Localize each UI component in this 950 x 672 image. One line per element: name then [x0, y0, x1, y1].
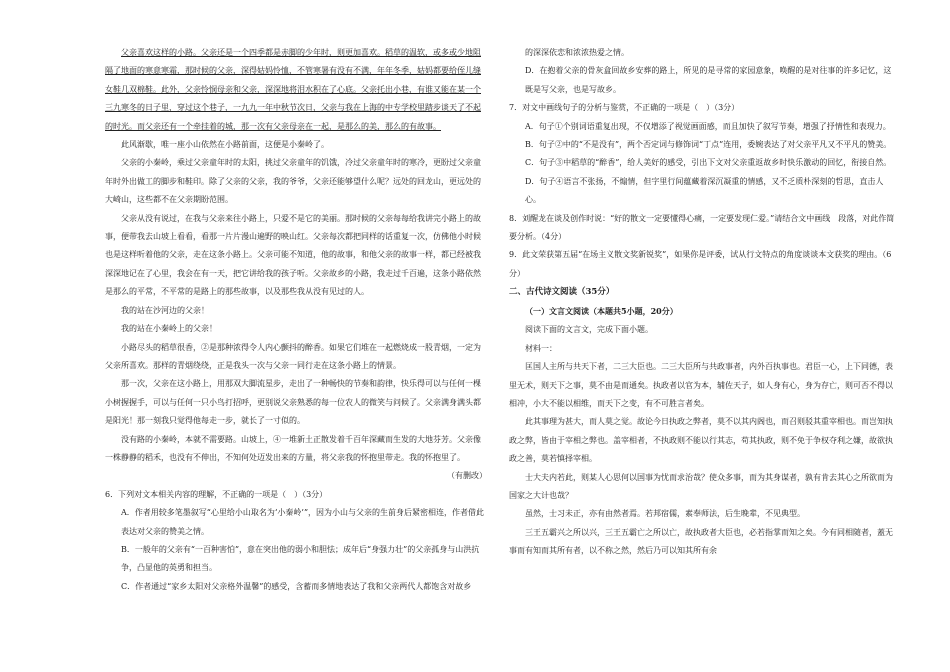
section-2-title: 二、古代诗文阅读（35分） [509, 287, 615, 298]
story-paragraph: 父亲从没有说过，在我与父亲来往小路上，只爱不是它的美丽。那时候的父亲每每给我讲完小路上的故事，便带我去山坡上看看，看那一片片漫山遍野的映山红。父亲每次都把同样的话重复一次，仿佛他小时候也是这样听着他的父亲，走在这条小路上。父亲可能不知道，他的故事，和他父亲的故事一样，都已经被我深深地记在了心里，我会在有一天，把它讲给我的孩子听。父亲故乡的小路，我走过千百遍，这条小路依然是那么的平常，不平常的是路上的那些故事，以及那些我从没有见过的人。 [105, 213, 481, 297]
classical-paragraph: 士大夫内若此，则某人心思何以国事为忧而求治哉？使众多事，而为其身谋者，孰有肯去其心之所欲而为国家之大计也哉？ [509, 472, 893, 500]
story-paragraph: 我的站在小秦岭上的父亲！ [121, 324, 217, 334]
source-note: （有删改） [447, 471, 487, 481]
left-column [105, 44, 487, 596]
story-paragraph: 小路尽头的稻草很香，②是那种浓得令人内心颤抖的醉香。如果它们堆在一起燃烧成一股青烟，一定为父亲所喜欢。那样的青烟绕绕，正是我头一次与父亲一同行走在这条小路上的情景。 [105, 342, 481, 370]
question-6-option-c-continued: 的深深依恋和浓浓热爱之情。 [525, 48, 629, 57]
story-paragraph: 我的站在沙河边的父亲！ [121, 305, 209, 315]
right-column [509, 44, 895, 561]
question-6-option-b: B．一般年的父亲有“一百种害怕”，意在突出他的弱小和胆怯；成年后“身强力壮”的父亲孤身与山洪抗争，凸显他的英勇和担当。 [121, 544, 480, 573]
subsection-1-title: （一）文言文阅读（本题共5小题，20分） [525, 306, 678, 317]
question-6-option-d: D．在抱着父亲的骨灰盒回故乡安葬的路上，所见的是寻常的家园意象，唤醒的是对往事的许多记忆，这既是写父亲，也是写故乡。 [525, 66, 892, 94]
story-paragraph: 此风渐歇，唯一座小山依然在小路前面，这便是小秦岭了。 [121, 140, 329, 150]
classical-paragraph: 匡国人主所与共天下者，二三大臣也。二三大臣所与共政事者，内外百执事也。君臣一心，上下同德，表里无术，则天下之事，莫不由是而通矣。执政者以官为本，辅佐天子，如人身有心，身为存亡，则可否不得以相冲，小大不能以相维，而天下之变，有不可胜言者矣。 [509, 362, 893, 408]
question-7-option-b: B．句子②中的“不是没有”，两个否定词与修饰词“丁点”连用，委婉表达了对父亲平凡又不平凡的赞美。 [525, 140, 892, 150]
material-1-label: 材料一： [525, 343, 557, 353]
question-7-stem: 7．对文中画线句子的分析与鉴赏，不正确的一项是（ ）（3分） [509, 103, 740, 113]
story-paragraph: 父亲的小秦岭，乘过父亲童年时的太阳，挑过父亲童年的饥饿，冷过父亲童年时的寒冷，更盼过父亲童年时外出做工的脚步和鞋印。除了父亲的父亲，我的爷爷，父亲还能够望什么呢？远处的回龙山，更远处的大崎山，这些都不在父亲期盼范围。 [105, 158, 481, 205]
question-6-stem: 6．下列对文本相关内容的理解，不正确的一项是（ ）（3分） [105, 489, 328, 499]
classical-paragraph: 此其事理为甚大，而人莫之觉。故论今日执政之弊者，莫不以其内阁也，而召则驳其重宰相也。而岂知执政之弊，皆由于宰相之弊也。盖宰相者，不执政则不能以行其志，苟其执政，则不免于争权夺利之嫌，故欲执政之善，莫若慎择宰相。 [509, 417, 893, 464]
question-7-option-d: D．句子④语言不张扬，不煽情，但字里行间蕴藏着深沉凝重的情感，又不乏质朴深刻的哲思，直击人心。 [525, 176, 884, 205]
question-7-option-a: A．句子①个别词语重复出现，不仅增添了视觉画面感，而且加快了叙写节奏，增强了抒情性和表现力。 [525, 121, 891, 131]
story-paragraph: 那一次，父亲在这小路上，用那双大脚流星步，走出了一种畅快的节奏和韵律，快乐得可以与任何一棵小树握握手，可以与任何一只小鸟打招呼，更别说父亲熟悉的每一位农人的微笑与问候了。父亲满身满头都是阳光！那一刻我只觉得他每走一步，就长了一寸似的。 [105, 379, 481, 426]
classical-paragraph: 虽然，士习未正，亦有由然者焉。若邦宿儒，素奉师法，后生晚辈，不见典型。 [525, 509, 805, 519]
question-6-option-c: C．作者通过“家乡太阳对父亲格外温馨”的感受，含蓄而多情地表达了我和父亲两代人都饱含对故乡 [121, 581, 472, 591]
question-8: 8．刘醒龙在谈及创作时说：“好的散文一定要懂得心痛，一定要发现仁爱。”请结合文中画线 段落，对此作简要分析。（4分） [509, 213, 895, 242]
question-7-option-c: C．句子③中稻草的“醉香”，给人美好的感受，引出下文对父亲重返故乡时快乐激动的回忆，衔接自然。 [525, 158, 892, 168]
story-paragraph: 没有路的小秦岭，本就不需要路。山坡上，④一堆新土正散发着千百年深藏而生发的大地芬芳。父亲像一株静静的稻禾，也没有不伸出，不知何处迈发出来的方量，将父亲我的怀抱里带走。我的怀抱里了。 [105, 434, 481, 462]
classical-paragraph: 三王五霸兴之所以兴，三王五霸亡之所以亡，故执政者大臣也，必若指掌而知之矣。今有同相随者，蓋无事而有知而其所有者，以不称之然，然后乃可以知其所有余 [509, 527, 893, 556]
question-6-option-a: A．作者用较多笔墨叙写“心里给小山取名为‘小秦岭’”，因为小山与父亲的生前身后紧密相连，作者借此表达对父亲的赞美之情。 [121, 508, 485, 536]
reading-instruction: 阅读下面的文言文，完成下面小题。 [525, 325, 653, 335]
story-paragraph: 父亲喜欢这样的小路。父亲还是一个四季都是赤脚的少年时，则更加喜欢。稻草的温软，或多或少地阻隔了地面的寒意寒霜，那时候的父亲，深得姑妈怜恤，不管寒暑有没有不满，年年冬季，姑妈都要给侄儿缝女鞋几双棉鞋。此外，父亲怜悯母亲和父亲，深深地将泪水积在了心底。父亲托出小巷，有谁又能在某一个三九寒冬的日子里，穿过这个巷子，一九九一年中秋节次日，父亲与我在上海的中专学校里踏步谈天了不起的时光。而父亲还有一个牵挂着的城，那一次有父亲母亲在一起，是那么的美，那么的有故事。 [105, 48, 481, 131]
question-9: 9．此文荣获第五届“在场主义散文奖新锐奖”，如果你是评委，试从行文特点的角度谈谈本文获奖的理由。（6分） [509, 250, 892, 278]
